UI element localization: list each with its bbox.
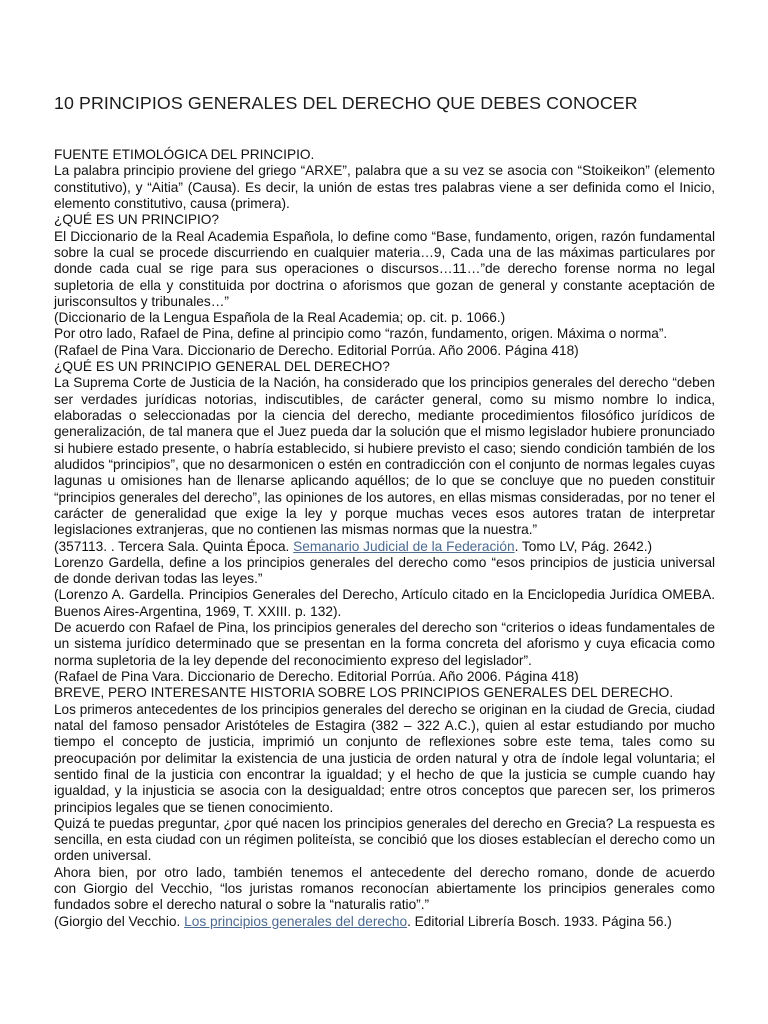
text-line: sencilla, en esta ciudad con un régimen politeísta, se concibió que los dioses establecían el derecho como un: [54, 832, 715, 848]
text-line: ¿QUÉ ES UN PRINCIPIO?: [54, 212, 220, 228]
text-line: si hubiere estado presente, o habría establecido, si hubiere previsto el caso; siendo condición también de los: [54, 440, 715, 456]
text-line: lagunas u omisiones han de llenarse aplicando aquéllos; de lo que se concluye que no pueden constituir: [54, 473, 715, 489]
text-line: sentido final de la justicia con encontrar la igualdad; y el hecho de que la justicia se cumple cuando hay: [54, 766, 715, 782]
paragraph: [54, 229, 715, 311]
text-line: principios legales que se tienen conocimiento.: [54, 799, 334, 815]
reference-link[interactable]: Los principios generales del derecho: [184, 913, 408, 929]
text-line: natal del famoso pensador Aristóteles de Estagira (382 – 322 A.C.), quien al estar estudiando por mucho: [54, 717, 715, 733]
text-line: El Diccionario de la Real Academia Española, lo define como “Base, fundamento, origen, razón fundamental: [54, 228, 715, 244]
text-line: Buenos Aires-Argentina, 1969, T. XXIII. p. 132).: [54, 603, 342, 619]
paragraph: [54, 359, 715, 375]
paragraph: [54, 163, 715, 212]
text-line: “principios generales del derecho”, las opiniones de los autores, en ellas mismas consideradas, por no tener el: [54, 489, 715, 505]
text-line: carácter de generalidad que exige la ley y porque muchas veces esos autores tratan de interpretar: [54, 505, 715, 521]
text-line: generalización, de tal manera que el Juez pueda dar la solución que el mismo legislador hubiere pronunciado: [54, 424, 715, 440]
text-line: [54, 914, 715, 930]
text-line: constitutivo), y “Aitia” (Causa). Es decir, la unión de estas tres palabras viene a ser definida como el Inicio,: [54, 179, 715, 195]
text-line: [54, 539, 715, 555]
paragraph: [54, 147, 715, 163]
text-segment: . Tomo LV, Pág. 2642.): [514, 538, 653, 554]
paragraph: [54, 326, 715, 342]
text-line: La palabra principio proviene del griego “ARXE”, palabra que a su vez se asocia con “Stoikeikon” (elemento: [54, 163, 715, 179]
paragraph: [54, 343, 715, 359]
text-line: norma supletoria de la ley depende del reconocimiento expreso del legislador”.: [54, 652, 532, 668]
text-line: de donde derivan todas las leyes.”: [54, 571, 263, 587]
text-line: (Lorenzo A. Gardella. Principios Generales del Derecho, Artículo citado en la Enciclopedia Jurídica OMEBA.: [54, 587, 715, 603]
text-line: BREVE, PERO INTERESANTE HISTORIA SOBRE LOS PRINCIPIOS GENERALES DEL DERECHO.: [54, 685, 674, 701]
text-line: preocupación por delimitar la existencia de una justicia de orden natural y otra de índole legal voluntaria; el: [54, 750, 715, 766]
text-line: aludidos “principios”, que no desarmonicen o estén en contradicción con el conjunto de normas legales cuyas: [54, 456, 715, 472]
text-line: FUENTE ETIMOLÓGICA DEL PRINCIPIO.: [54, 147, 315, 162]
paragraph: [54, 375, 715, 538]
text-segment: (Giorgio del Vecchio.: [54, 913, 185, 929]
text-line: ser verdades jurídicas notorias, indiscutibles, de carácter general, como su mismo nombre lo indica,: [54, 391, 715, 407]
paragraph: [54, 702, 715, 816]
text-line: ¿QUÉ ES UN PRINCIPIO GENERAL DEL DERECHO?: [54, 359, 390, 375]
text-line: Por otro lado, Rafael de Pina, define al principio como “razón, fundamento, origen. Máxima o norma”.: [54, 326, 668, 342]
paragraph: [54, 669, 715, 685]
paragraph: [54, 587, 715, 620]
paragraph: [54, 310, 715, 326]
text-line: con Giorgio del Vecchio, “los juristas romanos reconocían abiertamente los principios generales como: [54, 881, 715, 897]
text-line: supletoria de ella y constituida por doctrina o aforismos que gozan de general y constante aceptación de: [54, 277, 715, 293]
paragraph: [54, 539, 715, 555]
text-segment: . Editorial Librería Bosch. 1933. Página 56.): [407, 913, 672, 929]
text-line: un sistema jurídico determinado que se presentan en la forma concreta del aforismo y cuya eficacia como: [54, 636, 715, 652]
paragraph: [54, 816, 715, 865]
paragraph: [54, 914, 715, 930]
paragraph: [54, 685, 715, 701]
text-line: tiempo el concepto de justicia, imprimió un conjunto de reflexiones sobre este tema, tales como su: [54, 734, 715, 750]
text-line: igualdad, y la injusticia se asocia con la desigualdad; entre otros conceptos que parecen ser, los primeros: [54, 783, 715, 799]
text-line: fundados sobre el derecho natural o sobre la “naturalis ratio”.”: [54, 897, 430, 913]
document-title: 10 PRINCIPIOS GENERALES DEL DERECHO QUE DEBES CONOCER: [54, 93, 638, 113]
text-line: donde cada cual se rige para sus operaciones o discursos…11…”de derecho forense norma no legal: [54, 261, 715, 277]
text-line: (Diccionario de la Lengua Española de la Real Academia; op. cit. p. 1066.): [54, 310, 506, 326]
text-line: Los primeros antecedentes de los principios generales del derecho se originan en la ciudad de Grecia, ciudad: [54, 701, 715, 717]
text-line: elemento constitutivo, causa (primera).: [54, 195, 290, 211]
text-line: (Rafael de Pina Vara. Diccionario de Derecho. Editorial Porrúa. Año 2006. Página 418): [54, 669, 579, 684]
text-line: legislaciones extranjeras, que no contienen las mismas normas que la nuestra.”: [54, 522, 538, 538]
paragraph: [54, 865, 715, 914]
text-line: Quizá te puedas preguntar, ¿por qué nacen los principios generales del derecho en Grecia? La respuesta es: [54, 815, 715, 831]
text-segment: (357113. . Tercera Sala. Quinta Época.: [54, 538, 294, 554]
paragraph: [54, 555, 715, 588]
text-line: orden universal.: [54, 848, 152, 864]
text-line: La Suprema Corte de Justicia de la Nación, ha considerado que los principios generales del derecho “deben: [54, 375, 715, 391]
reference-link[interactable]: Semanario Judicial de la Federación: [293, 538, 515, 554]
paragraph: [54, 620, 715, 669]
text-line: Ahora bien, por otro lado, también tenemos el antecedente del derecho romano, donde de acuerdo: [54, 864, 715, 880]
text-line: sobre la cual se procede discurriendo en cualquier materia…9, Cada una de las máximas particulares por: [54, 244, 715, 260]
paragraph: [54, 212, 715, 228]
text-line: (Rafael de Pina Vara. Diccionario de Derecho. Editorial Porrúa. Año 2006. Página 418): [54, 342, 579, 358]
text-line: De acuerdo con Rafael de Pina, los principios generales del derecho son “criterios o ideas fundamentales de: [54, 620, 715, 636]
document-body: [54, 147, 715, 930]
text-line: elaboradas o seleccionadas por la ciencia del derecho, mediante procedimientos filosófico jurídicos de: [54, 408, 715, 423]
text-line: jurisconsultos y tribunales…”: [54, 293, 229, 309]
text-line: Lorenzo Gardella, define a los principios generales del derecho como “esos principios de justicia universal: [54, 554, 715, 570]
